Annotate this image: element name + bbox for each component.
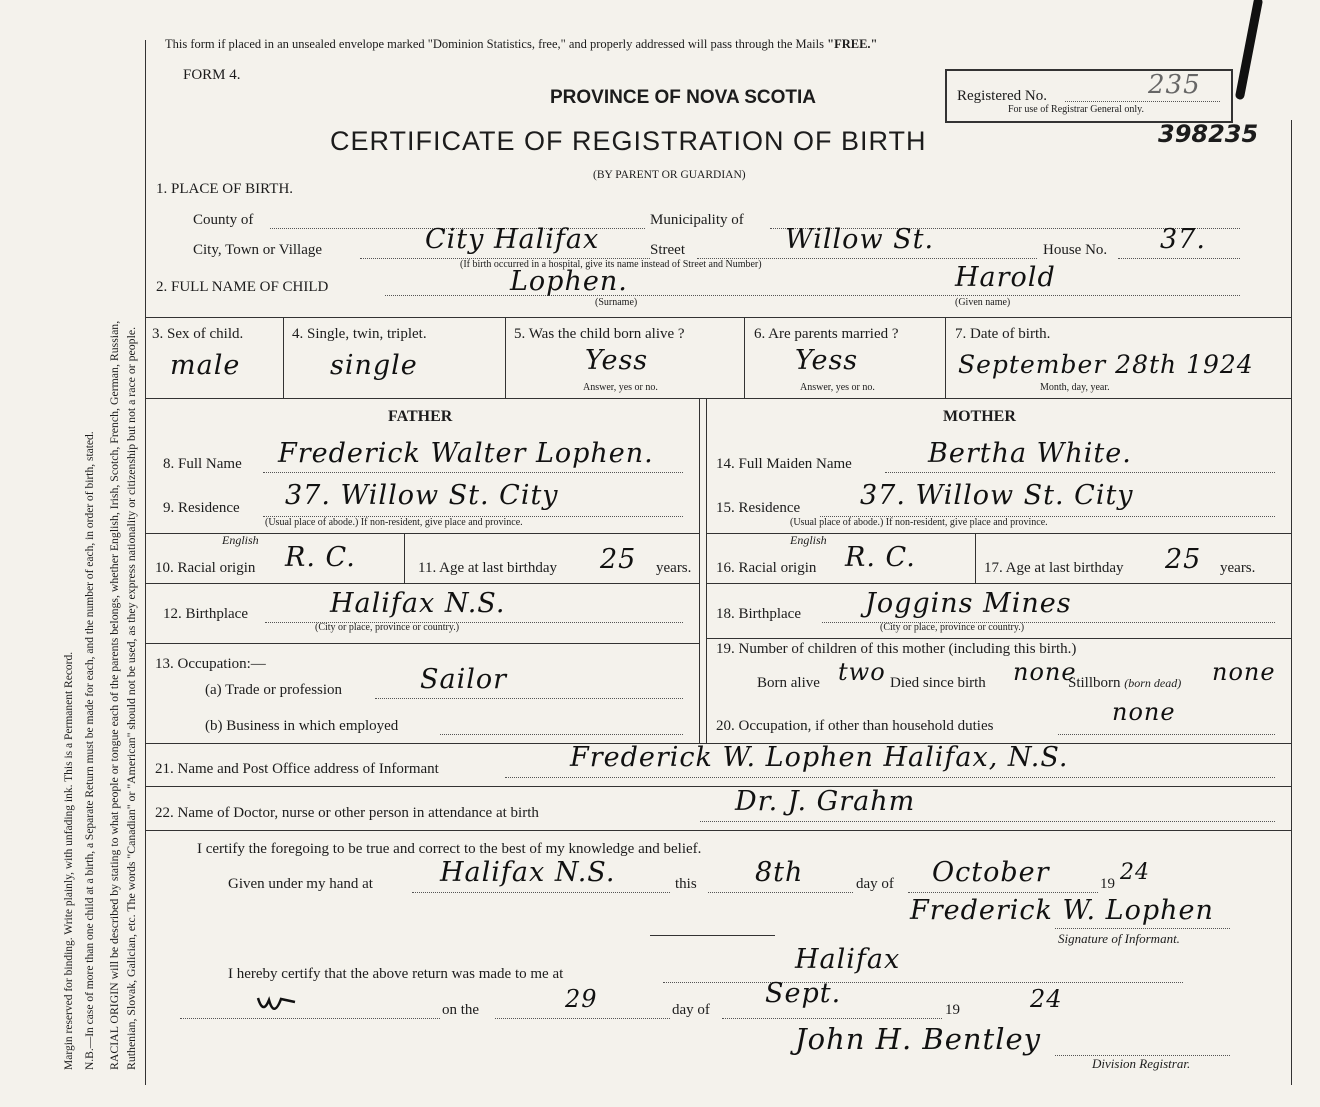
registrar-on-label: on the: [442, 1002, 480, 1018]
mother-sep-2: [706, 583, 1291, 584]
father-name-label: 8. Full Name: [163, 456, 242, 472]
province-heading: PROVINCE OF NOVA SCOTIA: [550, 87, 817, 108]
father-bp-label: 12. Birthplace: [163, 606, 248, 622]
father-bp-value: Halifax N.S.: [330, 588, 506, 619]
father-age-value: 25: [600, 544, 637, 575]
mother-name-line: [885, 472, 1275, 473]
alive-note: Answer, yes or no.: [583, 382, 658, 393]
given-place-line: [412, 892, 670, 893]
mother-res-label: 15. Residence: [716, 500, 801, 516]
margin-note-racial-1: RACIAL ORIGIN will be described by stating to what people or tongue each of the parents belongs, whether English, Irish, Scotch, French, German, Russian,: [107, 320, 121, 1070]
informant-bottom-line: [145, 786, 1291, 787]
registrar-signature: John H. Bentley: [795, 1022, 1042, 1056]
child-surname: Lophen.: [510, 266, 628, 297]
dob-note: Month, day, year.: [1040, 382, 1110, 393]
surname-note: (Surname): [595, 297, 638, 308]
registrar-dayof-label: day of: [672, 1002, 710, 1018]
doctor-value: Dr. J. Grahm: [735, 786, 916, 817]
county-label: County of: [193, 212, 254, 228]
father-sep-3: [145, 643, 699, 644]
margin-note-binding: Margin reserved for binding. Write plainly, with unfading ink. This is a Permanent Record.: [63, 651, 75, 1070]
mother-name-value: Bertha White.: [928, 438, 1132, 469]
scribble-mark-icon: [255, 990, 305, 1020]
registrar-day-line: [495, 1018, 670, 1019]
informant-value: Frederick W. Lophen Halifax, N.S.: [570, 742, 1069, 773]
hospital-note: (If birth occurred in a hospital, give its name instead of Street and Number): [460, 259, 762, 270]
registrar-year-value: 24: [1030, 985, 1063, 1013]
row3-top-line: [145, 317, 1291, 318]
father-res-note: (Usual place of abode.) If non-resident, give place and province.: [265, 517, 523, 528]
stillborn-value: none: [1212, 658, 1276, 686]
certificate-title: CERTIFICATE OF REGISTRATION OF BIRTH: [330, 126, 927, 156]
registered-stamp: 398235: [1158, 120, 1259, 148]
mother-res-value: 37. Willow St. City: [860, 480, 1134, 511]
mail-notice: [165, 37, 877, 52]
row3-div-3: [744, 317, 745, 398]
mother-sep-3: [706, 638, 1291, 639]
mother-age-div: [975, 533, 976, 583]
father-res-label: 9. Residence: [163, 500, 240, 516]
house-line: [1118, 258, 1240, 259]
died-label: Died since birth: [890, 675, 986, 691]
sex-label: 3. Sex of child.: [152, 326, 244, 342]
father-res-value: 37. Willow St. City: [285, 480, 559, 511]
father-age-label: 11. Age at last birthday: [418, 560, 557, 576]
margin-note-racial-2: Ruthenian, Slovak, Galician, etc. The words "Canadian" or "American" should not be used, as they express nationality or citizenship but not a race or people.: [124, 326, 138, 1070]
pen-mark-icon: [1228, 0, 1268, 100]
city-value: City Halifax: [425, 224, 600, 255]
mother-age-label: 17. Age at last birthday: [984, 560, 1124, 576]
informant-signature-label: Signature of Informant.: [1058, 931, 1180, 946]
mother-bp-note: (City or place, province or country.): [880, 622, 1025, 633]
street-value: Willow St.: [785, 224, 935, 255]
form-number: FORM 4.: [183, 67, 241, 83]
father-racial-label: 10. Racial origin: [155, 560, 256, 576]
father-trade-value: Sailor: [420, 664, 508, 695]
doctor-label: 22. Name of Doctor, nurse or other person in attendance at birth: [155, 805, 539, 821]
row3-div-2: [505, 317, 506, 398]
father-occ-label: 13. Occupation:—: [155, 656, 266, 672]
registrar-place-value: Halifax: [795, 944, 901, 975]
house-value: 37.: [1160, 224, 1206, 255]
father-business-label: (b) Business in which employed: [205, 718, 399, 734]
certify-this-label: this: [675, 876, 697, 892]
mail-notice-free: "FREE.": [827, 37, 878, 51]
stillborn-label-text: Stillborn: [1068, 675, 1121, 691]
born-alive-value: two: [838, 658, 886, 686]
married-value: Yess: [795, 345, 859, 376]
father-trade-label: (a) Trade or profession: [205, 682, 343, 698]
mother-occ-line: [1058, 734, 1275, 735]
father-racial-value: R. C.: [285, 542, 356, 573]
informant-line: [505, 777, 1275, 778]
born-alive-label: Born alive: [757, 675, 820, 691]
row3-div-1: [283, 317, 284, 398]
certify-day-line: [708, 892, 853, 893]
registrar-month-line: [722, 1018, 942, 1019]
mail-notice-text: This form if placed in an unsealed envelope marked "Dominion Statistics, free," and properly addressed will pass through the Mails: [165, 37, 828, 51]
informant-signature-line: [1055, 928, 1230, 929]
margin-note-nb: N.B.—In case of more than one child at a birth, a Separate Return must be made for each, and the number of each, in order of birth, stated.: [84, 431, 96, 1070]
father-trade-line: [375, 698, 683, 699]
mother-age-unit: years.: [1220, 560, 1256, 576]
registrar-separator: [650, 935, 775, 936]
mother-racial-note: English: [790, 533, 827, 547]
doctor-line: [700, 821, 1275, 822]
mother-racial-value: R. C.: [845, 542, 916, 573]
house-label: House No.: [1043, 242, 1108, 258]
street-label: Street: [650, 242, 685, 258]
married-label: 6. Are parents married ?: [754, 326, 899, 342]
registrar-day-value: 29: [565, 985, 598, 1013]
child-name-label: 2. FULL NAME OF CHILD: [156, 279, 329, 295]
mother-children-label: 19. Number of children of this mother (including this birth.): [716, 641, 1077, 657]
child-given: Harold: [955, 262, 1056, 293]
stillborn-label: [1068, 675, 1181, 692]
alive-value: Yess: [585, 345, 649, 376]
doctor-bottom-line: [145, 830, 1291, 831]
mother-left-line: [706, 398, 707, 743]
registrar-signature-label: Division Registrar.: [1092, 1056, 1191, 1071]
registered-value: 235: [1148, 70, 1201, 100]
plural-label: 4. Single, twin, triplet.: [292, 326, 427, 342]
father-heading: FATHER: [388, 408, 453, 425]
certify-month-value: October: [932, 857, 1050, 888]
left-border: [145, 40, 146, 1085]
father-name-value: Frederick Walter Lophen.: [278, 438, 654, 469]
given-place-value: Halifax N.S.: [440, 857, 616, 888]
certify-month-line: [908, 892, 1098, 893]
given-under-label: Given under my hand at: [228, 876, 373, 892]
married-note: Answer, yes or no.: [800, 382, 875, 393]
registered-label: Registered No.: [957, 88, 1047, 104]
registrar-month-value: Sept.: [765, 978, 842, 1009]
city-label: City, Town or Village: [193, 242, 323, 258]
dob-value: September 28th 1924: [958, 350, 1254, 379]
registrar-place-line-2: [180, 1018, 440, 1019]
mother-occ-label: 20. Occupation, if other than household duties: [716, 718, 994, 734]
dob-label: 7. Date of birth.: [955, 326, 1051, 342]
mother-bp-value: Joggins Mines: [865, 588, 1072, 619]
mother-age-value: 25: [1165, 544, 1202, 575]
died-value: none: [1013, 658, 1077, 686]
mother-occ-value: none: [1112, 698, 1176, 726]
father-bp-note: (City or place, province or country.): [315, 622, 460, 633]
registrar-text: I hereby certify that the above return was made to me at: [228, 966, 564, 982]
father-business-line: [440, 734, 683, 735]
stillborn-note: (born dead): [1124, 676, 1182, 690]
mother-name-label: 14. Full Maiden Name: [716, 456, 852, 472]
row3-bottom-line: [145, 398, 1291, 399]
sex-value: male: [170, 350, 241, 381]
mother-racial-label: 16. Racial origin: [716, 560, 817, 576]
father-age-unit: years.: [656, 560, 692, 576]
certify-day-value: 8th: [755, 857, 804, 888]
given-note: (Given name): [955, 297, 1011, 308]
father-sep-2: [145, 583, 699, 584]
registered-line: [1065, 101, 1220, 102]
certificate-subtitle: (BY PARENT OR GUARDIAN): [593, 169, 746, 181]
alive-label: 5. Was the child born alive ?: [514, 326, 685, 342]
row3-div-4: [945, 317, 946, 398]
certify-year-value: 24: [1120, 860, 1150, 885]
informant-signature: Frederick W. Lophen: [910, 895, 1214, 926]
right-border: [1291, 120, 1292, 1085]
registered-note: For use of Registrar General only.: [1008, 104, 1144, 115]
father-racial-note: English: [222, 533, 259, 547]
mother-res-note: (Usual place of abode.) If non-resident, give place and province.: [790, 517, 1048, 528]
place-heading: 1. PLACE OF BIRTH.: [156, 181, 294, 197]
father-age-div: [404, 533, 405, 583]
father-right-line: [699, 398, 700, 743]
registrar-place-line: [663, 982, 1183, 983]
municipality-label: Municipality of: [650, 212, 744, 228]
certify-text: I certify the foregoing to be true and correct to the best of my knowledge and belief.: [197, 841, 702, 857]
certify-year-prefix: 19: [1100, 876, 1115, 892]
informant-label: 21. Name and Post Office address of Informant: [155, 761, 439, 777]
plural-value: single: [330, 350, 418, 381]
registrar-year-prefix: 19: [945, 1002, 960, 1018]
father-name-line: [263, 472, 683, 473]
certify-dayof-label: day of: [856, 876, 894, 892]
mother-heading: MOTHER: [943, 408, 1016, 425]
mother-bp-label: 18. Birthplace: [716, 606, 801, 622]
